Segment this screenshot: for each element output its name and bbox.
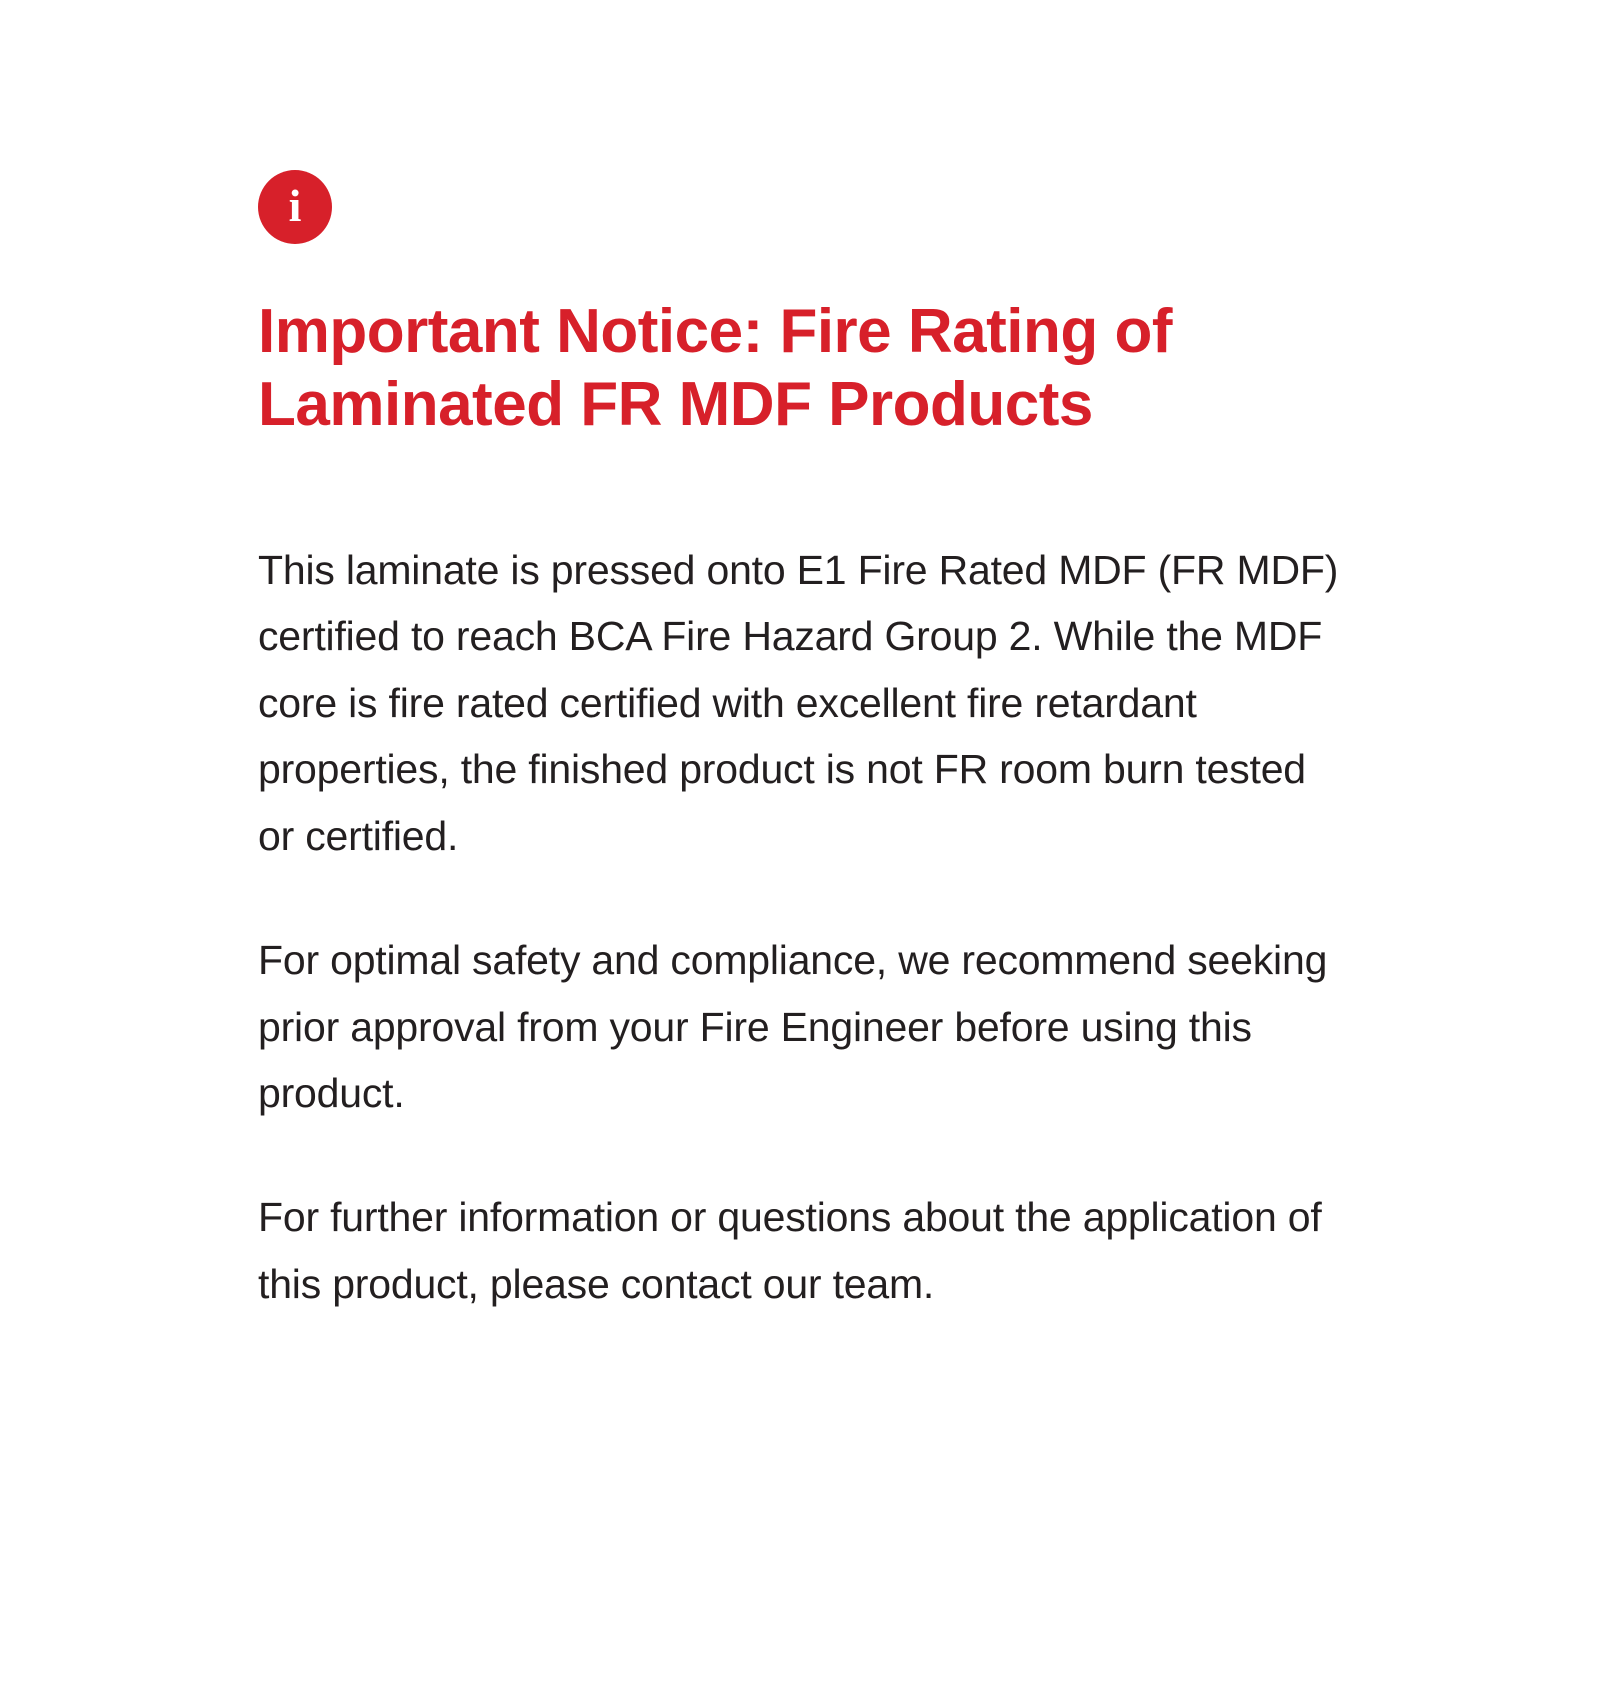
notice-paragraph: This laminate is pressed onto E1 Fire Rated MDF (FR MDF) certified to reach BCA Fire Hazard Group 2. While the MDF core is fire rated certified with excellent fire retardant properties, the finished product is not FR room burn tested or certified.: [258, 547, 1339, 859]
info-icon: [258, 170, 332, 244]
notice-body: [258, 537, 1340, 1317]
info-icon-glyph: i: [288, 180, 302, 231]
page-title: Important Notice: Fire Rating of Laminated FR MDF Products: [258, 297, 1172, 439]
notice-paragraph: For further information or questions about the application of this product, please contact our team.: [258, 1194, 1322, 1307]
notice-paragraph: For optimal safety and compliance, we recommend seeking prior approval from your Fire Engineer before using this product.: [258, 937, 1328, 1116]
